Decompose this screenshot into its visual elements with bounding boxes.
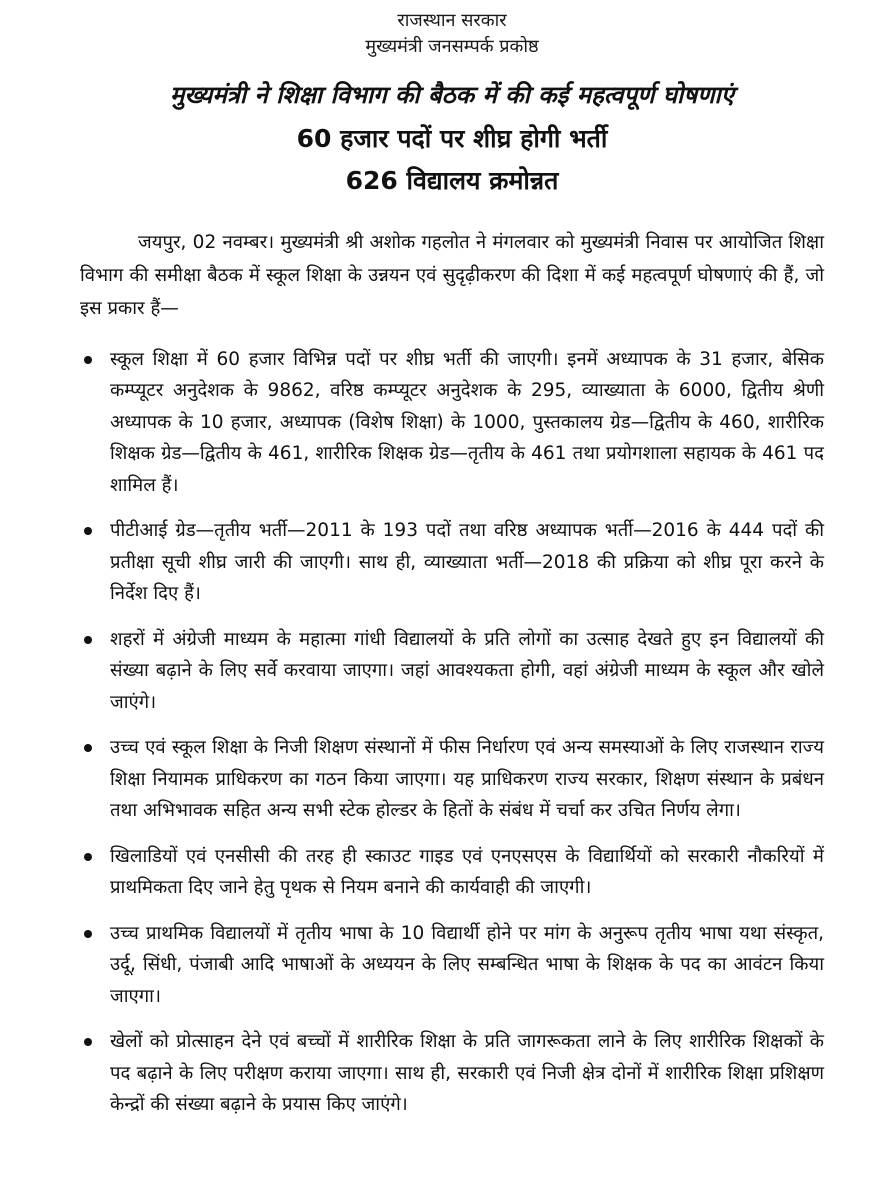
list-item: [80, 1026, 824, 1121]
bullet-icon: [84, 1038, 92, 1046]
bullet-icon: [84, 930, 92, 938]
list-item: [80, 624, 824, 719]
list-item: [80, 841, 824, 904]
list-item: [80, 918, 824, 1013]
department-name: मुख्यमंत्री जनसम्पर्क प्रकोष्ठ: [365, 36, 539, 57]
subheadline-recruitment: 60 हजार पदों पर शीघ्र होगी भर्ती: [296, 124, 608, 153]
list-item-text: उच्च प्राथमिक विद्यालयों में तृतीय भाषा के 10 विद्यार्थी होने पर मांग के अनुरूप तृतीय भाषा यथा संस्कृत, उर्दू, सिंधी, पंजाबी आदि भाषाओं के अध्ययन के लिए सम्बन्धित भाषा के शिक्षक के पद का आवंटन किया जाएगा।: [110, 922, 824, 1007]
intro-paragraph: जयपुर, 02 नवम्बर। मुख्यमंत्री श्री अशोक गहलोत ने मंगलवार को मुख्यमंत्री निवास पर आयोजित शिक्षा विभाग की समीक्षा बैठक में स्कूल शिक्षा के उन्नयन एवं सुदृढ़ीकरण की दिशा में कई महत्वपूर्ण घोषणाएं की हैं, जो इस प्रकार हैं—: [80, 232, 824, 319]
bullet-icon: [84, 636, 92, 644]
list-item: [80, 732, 824, 827]
list-item-text: शहरों में अंग्रेजी माध्यम के महात्मा गांधी विद्यालयों के प्रति लोगों का उत्साह देखते हुए इन विद्यालयों की संख्या बढ़ाने के लिए सर्वे करवाया जाएगा। जहां आवश्यकता होगी, वहां अंग्रेजी माध्यम के स्कूल और खोले जाएंगे।: [110, 628, 824, 713]
list-item-text: खिलाडियों एवं एनसीसी की तरह ही स्काउट गाइड एवं एनएसएस के विद्यार्थियों को सरकारी नौकरियों में प्राथमिकता दिए जाने हेतु पृथक से नियम बनाने की कार्यवाही की जाएगी।: [110, 845, 824, 898]
list-item-text: उच्च एवं स्कूल शिक्षा के निजी शिक्षण संस्थानों में फीस निर्धारण एवं अन्य समस्याओं के लिए राजस्थान राज्य शिक्षा नियामक प्राधिकरण का गठन किया जाएगा। यह प्राधिकरण राज्य सरकार, शिक्षण संस्थान के प्रबंधन तथा अभिभावक सहित अन्य सभी स्टेक होल्डर के हितों के संबंध में चर्चा कर उचित निर्णय लेगा।: [110, 737, 824, 821]
list-item-text: स्कूल शिक्षा में 60 हजार विभिन्न पदों पर शीघ्र भर्ती की जाएगी। इनमें अध्यापक के 31 हजार, बेसिक कम्प्यूटर अनुदेशक के 9862, वरिष्ठ कम्प्यूटर अनुदेशक के 295, व्याख्याता के 6000, द्वितीय श्रेणी अध्यापक के 10 हजार, अध्यापक (विशेष शिक्षा) के 1000, पुस्तकालय ग्रेड—द्वितीय के 460, शारीरिक शिक्षक ग्रेड—द्वितीय के 461, शारीरिक शिक्षक ग्रेड—तृतीय के 461 तथा प्रयोगशाला सहायक के 461 पद शामिल हैं।: [110, 348, 824, 496]
bullet-icon: [84, 356, 92, 364]
government-name: राजस्थान सरकार: [397, 10, 507, 31]
letterhead: [80, 0, 824, 60]
list-item-text: पीटीआई ग्रेड—तृतीय भर्ती—2011 के 193 पदों तथा वरिष्ठ अध्यापक भर्ती—2016 के 444 पदों की प्रतीक्षा सूची शीघ्र जारी की जाएगी। साथ ही, व्याख्याता भर्ती—2018 की प्रक्रिया को शीघ्र पूरा करने के निर्देश दिए हैं।: [110, 520, 824, 604]
bullet-icon: [84, 853, 92, 861]
headline: मुख्यमंत्री ने शिक्षा विभाग की बैठक में की कई महत्वपूर्ण घोषणाएं: [170, 81, 734, 109]
bullet-icon: [84, 527, 92, 535]
subheadline-school-upgrade: 626 विद्यालय क्रमोन्नत: [345, 166, 559, 195]
bullet-icon: [84, 744, 92, 752]
list-item: [80, 515, 824, 610]
list-item-text: खेलों को प्रोत्साहन देने एवं बच्चों में शारीरिक शिक्षा के प्रति जागरूकता लाने के लिए शारीरिक शिक्षकों के पद बढ़ाने के लिए परीक्षण कराया जाएगा। साथ ही, सरकारी एवं निजी क्षेत्र दोनों में शारीरिक शिक्षा प्रशिक्षण केन्द्रों की संख्या बढ़ाने के प्रयास किए जाएंगे।: [110, 1031, 824, 1115]
announcement-list: [80, 344, 824, 1121]
list-item: [80, 344, 824, 502]
